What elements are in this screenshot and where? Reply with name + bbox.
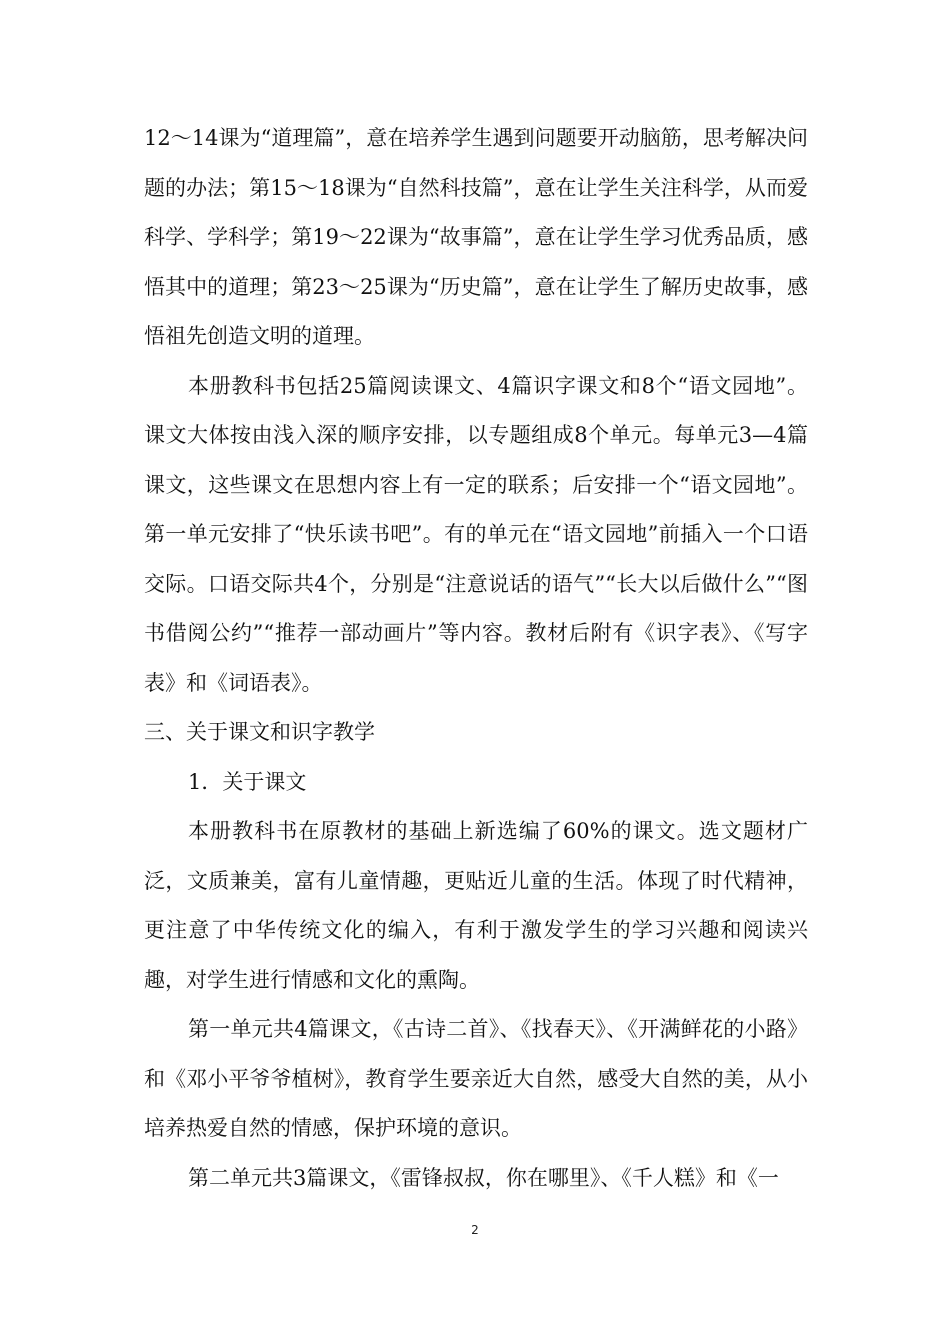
page-number: 2 (471, 1223, 479, 1237)
paragraph-textbook-structure: 本册教科书包括25篇阅读课文、4篇识字课文和8个“语文园地”。课文大体按由浅入深的顺序安排，以专题组成8个单元。每单元3—4篇课文，这些课文在思想内容上有一定的联系；后安排一个“语文园地”。第一单元安排了“快乐读书吧”。有的单元在“语文园地”前插入一个口语交际。口语交际共4个，分别是“注意说话的语气”“长大以后做什么”“图书借阅公约”“推荐一部动画片”等内容。教材后附有《识字表》、《写字表》和《词语表》。 (144, 373, 808, 695)
section-heading: 三、关于课文和识字教学 (144, 720, 375, 744)
paragraph-lesson-groups: 12～14课为“道理篇”，意在培养学生遇到问题要开动脑筋，思考解决问题的办法；第15～18课为“自然科技篇”，意在让学生关注科学，从而爱科学、学科学；第19～22课为“故事篇”，意在让学生学习优秀品质，感悟其中的道理；第23～25课为“历史篇”，意在让学生了解历史故事，感悟祖先创造文明的道理。 (144, 126, 808, 348)
paragraph-text-selection: 本册教科书在原教材的基础上新选编了60%的课文。选文题材广泛，文质兼美，富有儿童情趣，更贴近儿童的生活。体现了时代精神，更注意了中华传统文化的编入，有利于激发学生的学习兴趣和阅读兴趣，对学生进行情感和文化的熏陶。 (144, 819, 808, 992)
paragraph-unit-one: 第一单元共4篇课文，《古诗二首》、《找春天》、《开满鲜花的小路》和《邓小平爷爷植树》，教育学生要亲近大自然，感受大自然的美，从小培养热爱自然的情感，保护环境的意识。 (144, 1017, 808, 1140)
sub-heading: 1．关于课文 (188, 769, 307, 794)
document-body (144, 114, 808, 1203)
paragraph-unit-two: 第二单元共3篇课文，《雷锋叔叔，你在哪里》、《千人糕》和《一 (188, 1165, 779, 1190)
